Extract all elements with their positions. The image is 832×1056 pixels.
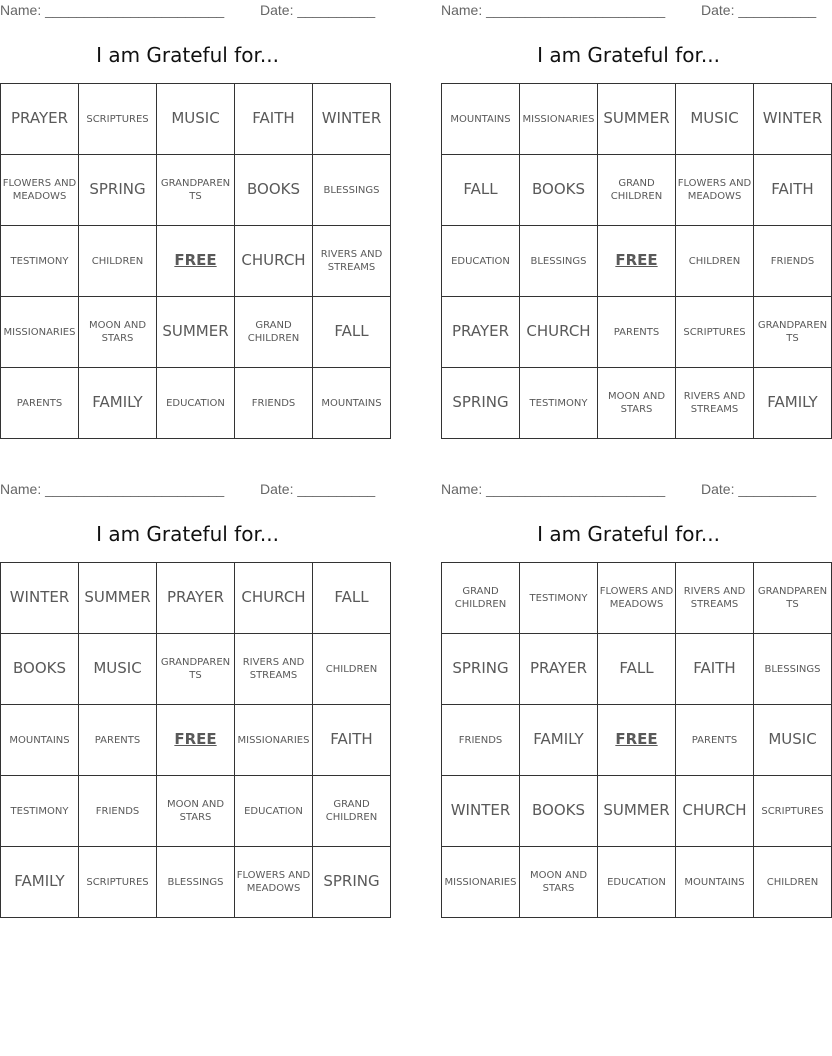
bingo-cell: FRIENDS: [442, 705, 520, 776]
bingo-cell: FRIENDS: [754, 226, 832, 297]
bingo-cell: SPRING: [79, 155, 157, 226]
bingo-cell: FAMILY: [520, 705, 598, 776]
bingo-cell: WINTER: [1, 563, 79, 634]
bingo-cell: BLESSINGS: [313, 155, 391, 226]
bingo-cell: WINTER: [442, 776, 520, 847]
free-space-cell: FREE: [157, 705, 235, 776]
bingo-row: [442, 634, 832, 705]
bingo-cell: MISSIONARIES: [520, 84, 598, 155]
bingo-cell: FAITH: [754, 155, 832, 226]
bingo-cell: BOOKS: [520, 155, 598, 226]
bingo-cell: MOUNTAINS: [676, 847, 754, 918]
bingo-cell: CHURCH: [235, 226, 313, 297]
date-line: Date: __________: [701, 481, 817, 497]
bingo-cell: RIVERS AND STREAMS: [676, 368, 754, 439]
free-space-cell: FREE: [598, 226, 676, 297]
card-title: I am Grateful for...: [537, 43, 720, 67]
bingo-cell: FALL: [442, 155, 520, 226]
bingo-cell: EDUCATION: [598, 847, 676, 918]
bingo-cell: WINTER: [754, 84, 832, 155]
bingo-cell: PARENTS: [676, 705, 754, 776]
bingo-row: [442, 776, 832, 847]
bingo-cell: TESTIMONY: [520, 368, 598, 439]
card-title: I am Grateful for...: [96, 43, 279, 67]
name-line: Name: _______________________: [0, 2, 225, 18]
bingo-cell: MUSIC: [676, 84, 754, 155]
bingo-row: [1, 705, 391, 776]
bingo-cell: PRAYER: [442, 297, 520, 368]
bingo-card-4: [441, 479, 828, 914]
bingo-cell: GRAND CHILDREN: [598, 155, 676, 226]
card-title: I am Grateful for...: [96, 522, 279, 546]
bingo-cell: BLESSINGS: [520, 226, 598, 297]
date-line: Date: __________: [260, 481, 376, 497]
bingo-grid: [441, 83, 832, 439]
bingo-cell: RIVERS AND STREAMS: [676, 563, 754, 634]
bingo-cell: WINTER: [313, 84, 391, 155]
bingo-cell: TESTIMONY: [1, 226, 79, 297]
bingo-cell: FLOWERS AND MEADOWS: [598, 563, 676, 634]
date-line: Date: __________: [260, 2, 376, 18]
date-line: Date: __________: [701, 2, 817, 18]
bingo-cell: PRAYER: [1, 84, 79, 155]
bingo-cell: BOOKS: [235, 155, 313, 226]
bingo-cell: CHURCH: [235, 563, 313, 634]
bingo-cell: CHILDREN: [676, 226, 754, 297]
bingo-cell: FALL: [313, 563, 391, 634]
bingo-row: [442, 563, 832, 634]
bingo-row: [1, 847, 391, 918]
bingo-card-1: [0, 0, 383, 435]
bingo-cell: MUSIC: [157, 84, 235, 155]
bingo-row: [1, 563, 391, 634]
bingo-cell: BLESSINGS: [157, 847, 235, 918]
bingo-cell: MOON AND STARS: [157, 776, 235, 847]
name-line: Name: _______________________: [0, 481, 225, 497]
bingo-cell: SCRIPTURES: [754, 776, 832, 847]
bingo-cell: MISSIONARIES: [1, 297, 79, 368]
bingo-cell: MUSIC: [754, 705, 832, 776]
bingo-cell: FRIENDS: [79, 776, 157, 847]
bingo-row: [1, 634, 391, 705]
bingo-cell: TESTIMONY: [520, 563, 598, 634]
bingo-cell: FAITH: [313, 705, 391, 776]
bingo-cell: GRANDPARENTS: [157, 634, 235, 705]
bingo-cell: GRAND CHILDREN: [313, 776, 391, 847]
bingo-cell: MOUNTAINS: [442, 84, 520, 155]
bingo-cell: SPRING: [442, 634, 520, 705]
bingo-cell: TESTIMONY: [1, 776, 79, 847]
bingo-cell: PRAYER: [520, 634, 598, 705]
bingo-cell: GRAND CHILDREN: [442, 563, 520, 634]
bingo-row: [442, 226, 832, 297]
bingo-cell: PARENTS: [598, 297, 676, 368]
bingo-cell: CHILDREN: [79, 226, 157, 297]
bingo-cell: FRIENDS: [235, 368, 313, 439]
bingo-cell: GRANDPARENTS: [754, 297, 832, 368]
free-space-cell: FREE: [157, 226, 235, 297]
bingo-cell: CHURCH: [520, 297, 598, 368]
bingo-cell: FLOWERS AND MEADOWS: [1, 155, 79, 226]
bingo-grid: [0, 83, 391, 439]
bingo-cell: GRANDPARENTS: [754, 563, 832, 634]
bingo-cell: FAITH: [235, 84, 313, 155]
bingo-cell: SCRIPTURES: [79, 847, 157, 918]
bingo-row: [442, 297, 832, 368]
bingo-row: [442, 155, 832, 226]
name-line: Name: _______________________: [441, 2, 666, 18]
bingo-cell: MUSIC: [79, 634, 157, 705]
bingo-row: [442, 705, 832, 776]
bingo-cell: SPRING: [442, 368, 520, 439]
name-line: Name: _______________________: [441, 481, 666, 497]
bingo-cell: FAITH: [676, 634, 754, 705]
bingo-cell: EDUCATION: [157, 368, 235, 439]
bingo-cell: BLESSINGS: [754, 634, 832, 705]
bingo-cell: FAMILY: [754, 368, 832, 439]
bingo-cell: EDUCATION: [442, 226, 520, 297]
bingo-cell: MOUNTAINS: [313, 368, 391, 439]
bingo-cell: SUMMER: [79, 563, 157, 634]
bingo-card-2: [441, 0, 828, 435]
bingo-cell: BOOKS: [1, 634, 79, 705]
bingo-cell: SUMMER: [157, 297, 235, 368]
card-title: I am Grateful for...: [537, 522, 720, 546]
bingo-cell: RIVERS AND STREAMS: [235, 634, 313, 705]
bingo-cell: CHILDREN: [313, 634, 391, 705]
bingo-row: [1, 84, 391, 155]
bingo-cell: MOUNTAINS: [1, 705, 79, 776]
bingo-cell: PARENTS: [1, 368, 79, 439]
bingo-cell: CHILDREN: [754, 847, 832, 918]
bingo-cell: FLOWERS AND MEADOWS: [235, 847, 313, 918]
bingo-row: [1, 776, 391, 847]
bingo-cell: PRAYER: [157, 563, 235, 634]
bingo-cell: MISSIONARIES: [442, 847, 520, 918]
bingo-cell: FLOWERS AND MEADOWS: [676, 155, 754, 226]
bingo-cell: MOON AND STARS: [598, 368, 676, 439]
bingo-grid: [441, 562, 832, 918]
bingo-row: [1, 368, 391, 439]
bingo-cell: FAMILY: [1, 847, 79, 918]
bingo-cell: RIVERS AND STREAMS: [313, 226, 391, 297]
bingo-row: [1, 297, 391, 368]
bingo-cell: GRANDPARENTS: [157, 155, 235, 226]
bingo-cell: SUMMER: [598, 84, 676, 155]
bingo-cell: BOOKS: [520, 776, 598, 847]
free-space-cell: FREE: [598, 705, 676, 776]
bingo-cell: MOON AND STARS: [79, 297, 157, 368]
bingo-cell: CHURCH: [676, 776, 754, 847]
bingo-cell: SCRIPTURES: [79, 84, 157, 155]
bingo-cell: FALL: [313, 297, 391, 368]
bingo-row: [1, 155, 391, 226]
bingo-cell: FAMILY: [79, 368, 157, 439]
bingo-cell: MISSIONARIES: [235, 705, 313, 776]
bingo-row: [442, 368, 832, 439]
bingo-cell: SUMMER: [598, 776, 676, 847]
bingo-cell: SCRIPTURES: [676, 297, 754, 368]
bingo-row: [442, 84, 832, 155]
bingo-cell: EDUCATION: [235, 776, 313, 847]
bingo-row: [442, 847, 832, 918]
bingo-cell: PARENTS: [79, 705, 157, 776]
bingo-grid: [0, 562, 391, 918]
bingo-cell: FALL: [598, 634, 676, 705]
bingo-cell: GRAND CHILDREN: [235, 297, 313, 368]
bingo-cell: SPRING: [313, 847, 391, 918]
bingo-row: [1, 226, 391, 297]
bingo-card-3: [0, 479, 380, 914]
bingo-cell: MOON AND STARS: [520, 847, 598, 918]
